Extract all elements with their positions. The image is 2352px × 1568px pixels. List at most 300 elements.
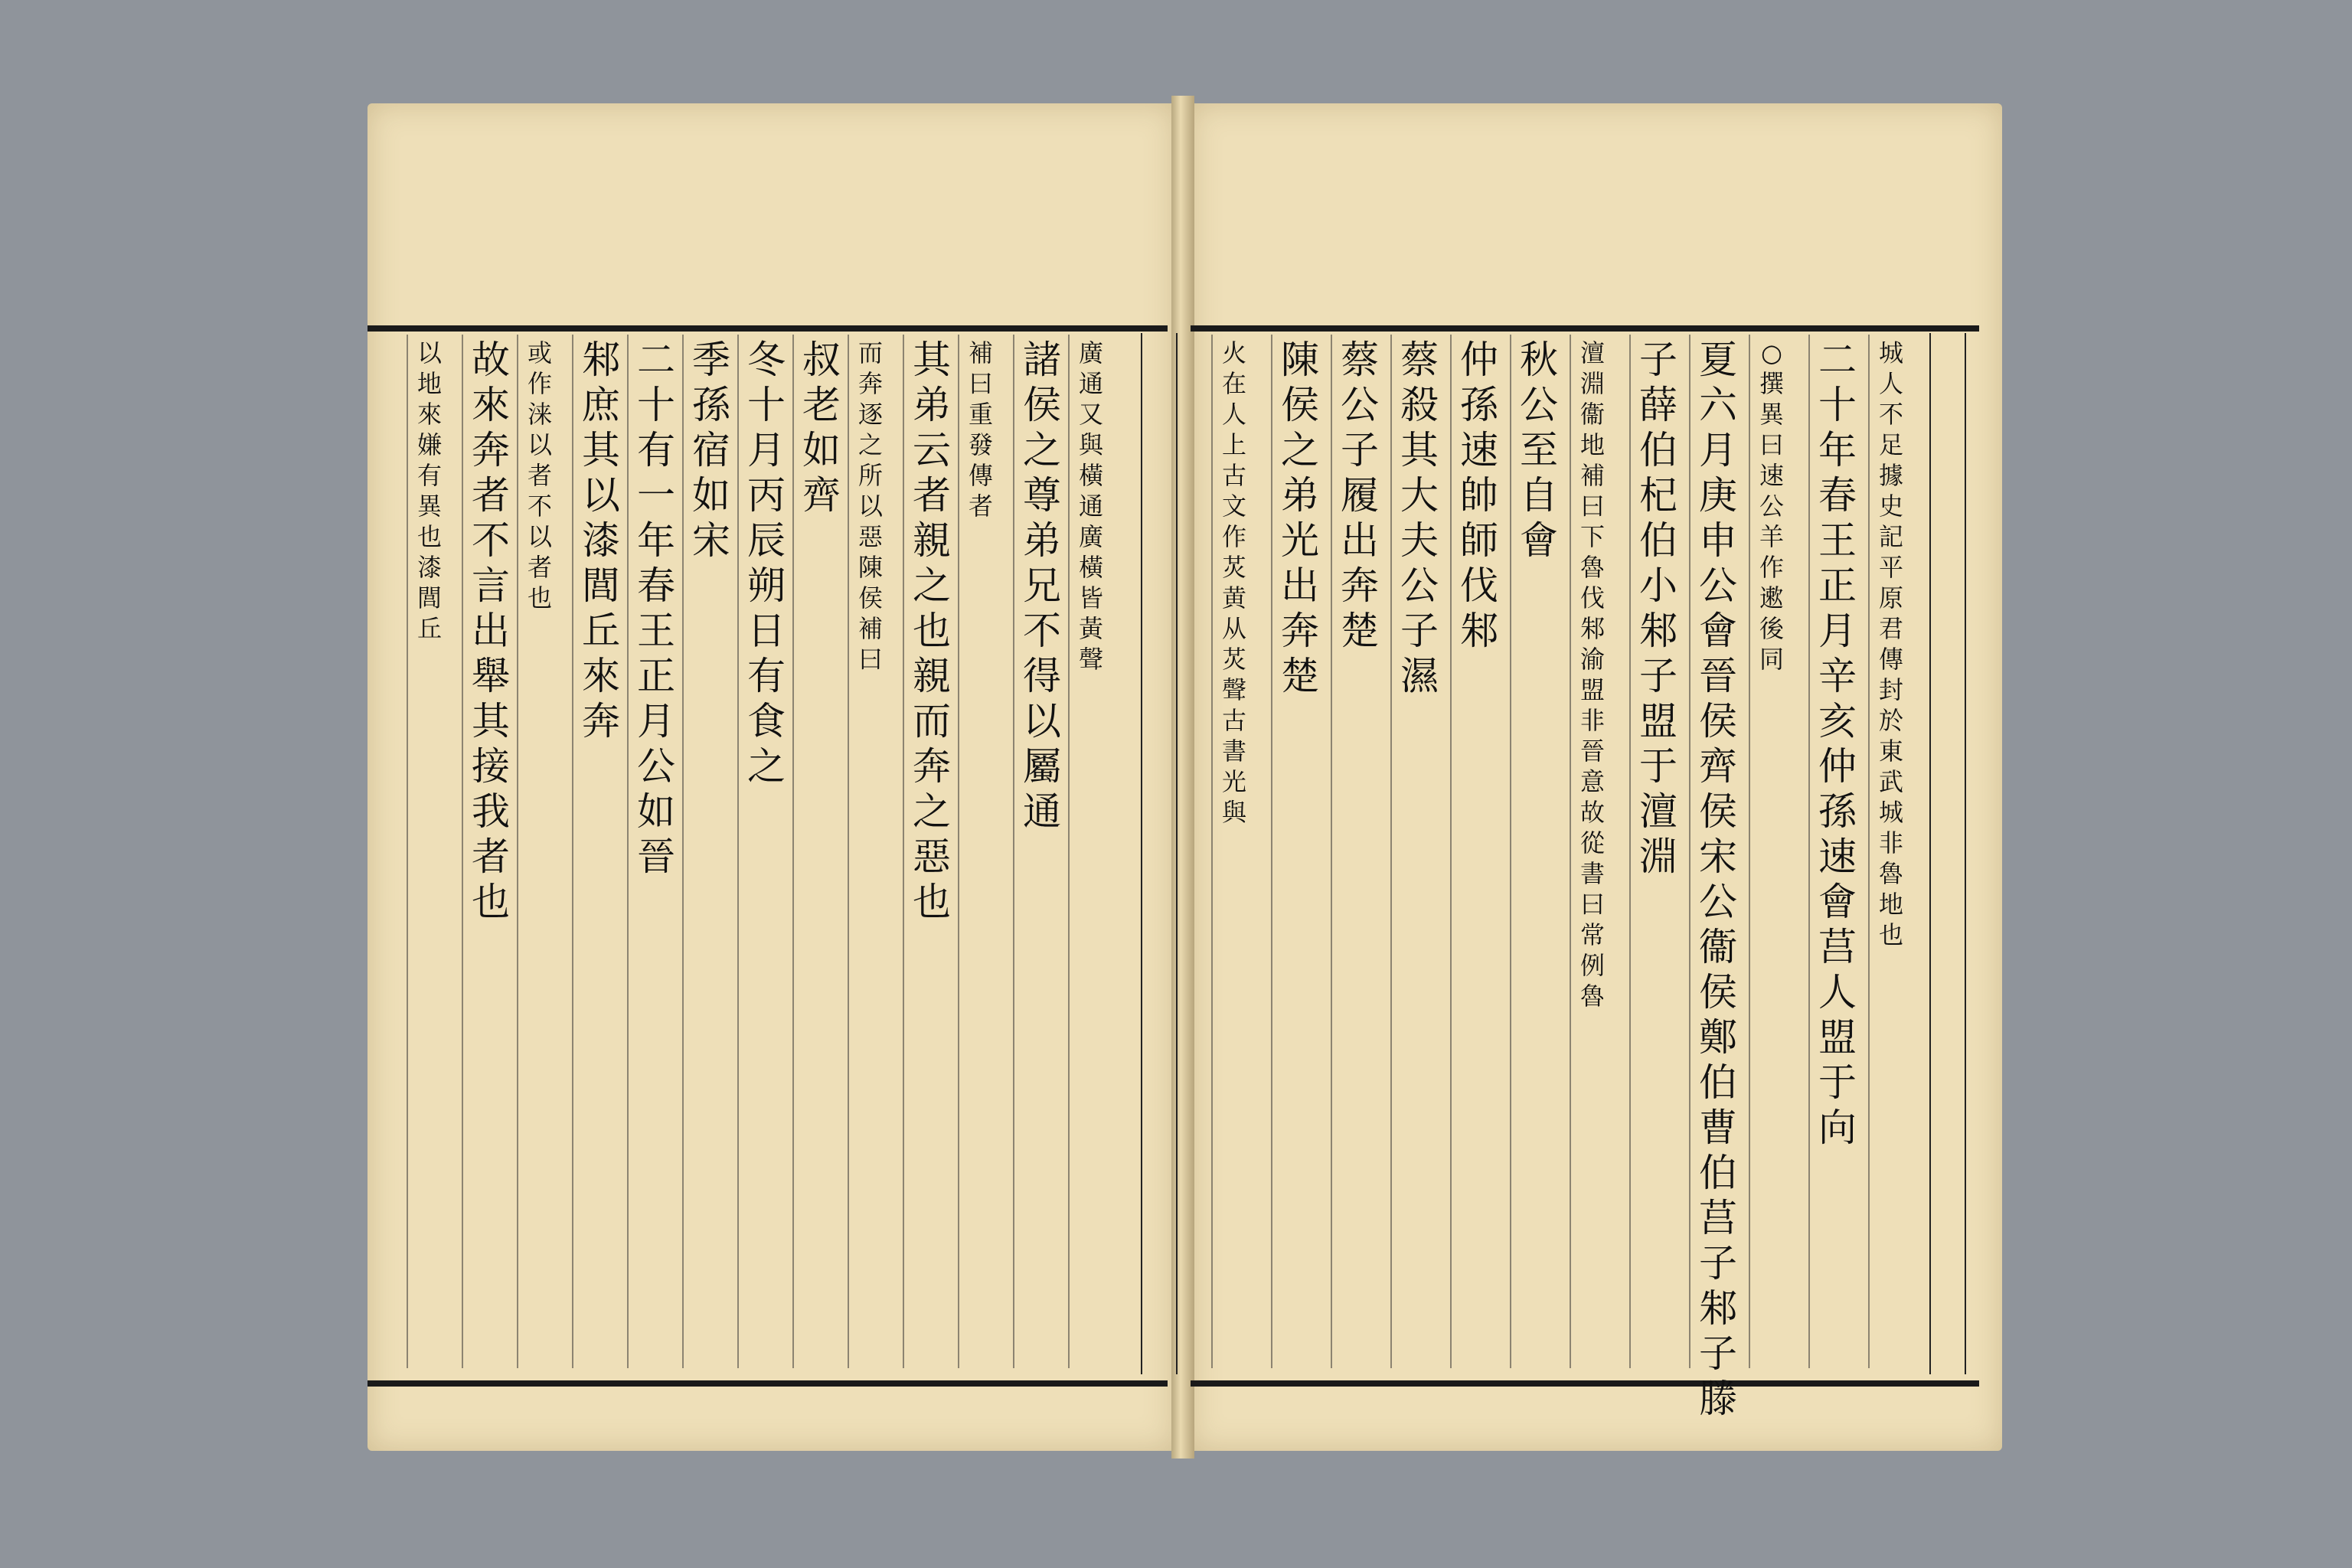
glyph: 廣 (1078, 522, 1103, 551)
glyph: 者 (472, 473, 510, 518)
glyph: 之 (747, 744, 786, 789)
glyph: 之 (1281, 428, 1319, 472)
glyph: 或 (527, 338, 552, 368)
glyph: 蔡 (1400, 338, 1439, 382)
glyph: 惡 (913, 835, 951, 879)
glyph: 十 (637, 383, 675, 427)
glyph: 王 (637, 609, 675, 653)
glyph: 通 (1078, 492, 1103, 521)
glyph: 年 (1818, 428, 1857, 472)
glyph: 文 (1221, 492, 1246, 521)
left-page-column-8 (635, 338, 678, 883)
right-page-column-4 (1637, 338, 1680, 883)
glyph: 伯 (1699, 1060, 1737, 1105)
glyph: 作 (1759, 553, 1784, 582)
left-page-column-rule (627, 335, 629, 1368)
glyph: 夏 (1699, 338, 1737, 382)
right-page-column-rule (1390, 335, 1392, 1368)
left-page-column-5 (800, 338, 843, 521)
glyph: 言 (472, 564, 510, 608)
glyph: 莒 (1818, 925, 1857, 969)
glyph: 盟 (1579, 675, 1605, 704)
glyph: 公 (637, 744, 675, 789)
glyph: 曰 (1759, 430, 1784, 459)
glyph: 魯 (1579, 982, 1605, 1011)
right-page-column-3 (1697, 338, 1740, 1425)
glyph: 涞 (527, 400, 552, 429)
glyph: 其 (582, 428, 620, 472)
glyph: 侯 (858, 583, 883, 612)
glyph: 者 (472, 835, 510, 879)
glyph: 邾 (1460, 609, 1498, 653)
glyph: 于 (1639, 744, 1677, 789)
glyph: 漆 (582, 518, 620, 563)
glyph: 廣 (1078, 338, 1103, 368)
right-page-column-2 (1756, 338, 1787, 678)
glyph: 炗 (1221, 645, 1246, 674)
glyph: 城 (1878, 338, 1903, 368)
glyph: 不 (527, 492, 552, 521)
left-page-column-9 (580, 338, 622, 747)
glyph: 宋 (692, 518, 730, 563)
glyph: 以 (416, 338, 442, 368)
glyph: 古 (1221, 461, 1246, 490)
glyph: 書 (1579, 859, 1605, 888)
glyph: 書 (1221, 737, 1246, 766)
glyph: 下 (1579, 522, 1605, 551)
glyph: 不 (1023, 609, 1061, 653)
glyph: 奔 (858, 369, 883, 398)
left-page-column-12 (414, 338, 445, 647)
glyph: 地 (416, 369, 442, 398)
glyph: 奔 (1341, 564, 1379, 608)
glyph: 宋 (1699, 835, 1737, 879)
glyph: 六 (1699, 383, 1737, 427)
left-page-column-1 (1021, 338, 1063, 838)
glyph: 光 (1221, 767, 1246, 796)
glyph: 正 (637, 654, 675, 698)
left-page-column-2 (965, 338, 996, 524)
glyph: 異 (416, 492, 442, 521)
glyph: 衞 (1579, 400, 1605, 429)
glyph: 嫌 (416, 430, 442, 459)
glyph: 尊 (1023, 473, 1061, 518)
glyph: 同 (1759, 645, 1784, 674)
glyph: 秋 (1520, 338, 1558, 382)
glyph: 食 (747, 699, 786, 743)
glyph: 出 (472, 609, 510, 653)
glyph: 侯 (1023, 383, 1061, 427)
glyph: 弟 (913, 383, 951, 427)
glyph: 月 (1699, 428, 1737, 472)
glyph: 諸 (1023, 338, 1061, 382)
left-page-folio (1141, 333, 1178, 1374)
glyph: 正 (1818, 564, 1857, 608)
glyph: 親 (913, 654, 951, 698)
glyph: 我 (472, 789, 510, 834)
glyph: 侯 (1699, 970, 1737, 1014)
glyph: 伯 (1639, 428, 1677, 472)
glyph: 發 (968, 430, 993, 459)
glyph: 記 (1878, 522, 1903, 551)
glyph: 月 (1818, 609, 1857, 653)
glyph: 从 (1221, 614, 1246, 643)
glyph: 二 (1818, 338, 1857, 382)
glyph: 會 (1699, 609, 1737, 653)
left-page-column-rule (958, 335, 959, 1368)
glyph: ○ (1761, 338, 1782, 368)
glyph: 人 (1221, 400, 1246, 429)
glyph: 陳 (1281, 338, 1319, 382)
glyph: 季 (692, 338, 730, 382)
left-page-column-7 (690, 338, 733, 567)
glyph: 惡 (858, 522, 883, 551)
glyph: 齊 (1699, 744, 1737, 789)
right-page-column-rule (1331, 335, 1332, 1368)
glyph: 濕 (1400, 654, 1439, 698)
glyph: 子 (1341, 428, 1379, 472)
glyph: 杞 (1639, 473, 1677, 518)
glyph: 伐 (1460, 564, 1498, 608)
glyph: 也 (527, 583, 552, 612)
glyph: 也 (1878, 920, 1903, 949)
glyph: 地 (1579, 430, 1605, 459)
glyph: 有 (416, 461, 442, 490)
left-page-column-rule (462, 335, 463, 1368)
glyph: 者 (968, 492, 993, 521)
glyph: 奔 (472, 428, 510, 472)
glyph: 補 (858, 614, 883, 643)
glyph: 二 (637, 338, 675, 382)
glyph: 封 (1878, 675, 1903, 704)
glyph: 弟 (1023, 518, 1061, 563)
glyph: 聲 (1078, 645, 1103, 674)
glyph: 丘 (582, 609, 620, 653)
left-page-column-rule (572, 335, 573, 1368)
glyph: 之 (858, 430, 883, 459)
glyph: 得 (1023, 654, 1061, 698)
glyph: 通 (1078, 369, 1103, 398)
glyph: 自 (1520, 473, 1558, 518)
right-page-column-6 (1517, 338, 1560, 567)
glyph: 奔 (913, 744, 951, 789)
glyph: 意 (1579, 767, 1605, 796)
glyph: 從 (1579, 828, 1605, 858)
glyph: 曰 (968, 369, 993, 398)
glyph: 晉 (1579, 737, 1605, 766)
right-page-column-11 (1219, 338, 1250, 831)
glyph: 親 (913, 518, 951, 563)
glyph: 來 (582, 654, 620, 698)
glyph: 其 (913, 338, 951, 382)
glyph: 城 (1878, 798, 1903, 827)
glyph: 漆 (416, 553, 442, 582)
glyph: 足 (1878, 430, 1903, 459)
glyph: 也 (472, 880, 510, 924)
glyph: 亥 (1818, 699, 1857, 743)
left-page-column-3 (910, 338, 953, 928)
glyph: 來 (416, 400, 442, 429)
glyph: 常 (1579, 920, 1605, 949)
glyph: 兄 (1023, 564, 1061, 608)
glyph: 以 (527, 430, 552, 459)
glyph: 古 (1221, 706, 1246, 735)
glyph: 孫 (1818, 789, 1857, 834)
glyph: 以 (527, 522, 552, 551)
glyph: 春 (637, 564, 675, 608)
glyph: 邾 (582, 338, 620, 382)
right-page-column-5 (1577, 338, 1608, 1014)
glyph: 而 (858, 338, 883, 368)
glyph: 侯 (1699, 699, 1737, 743)
glyph: 侯 (1699, 789, 1737, 834)
glyph: 舉 (472, 654, 510, 698)
glyph: 與 (1078, 430, 1103, 459)
glyph: 人 (1878, 369, 1903, 398)
right-page-column-rule (1808, 335, 1810, 1368)
glyph: 逐 (858, 400, 883, 429)
glyph: 君 (1878, 614, 1903, 643)
glyph: 也 (416, 522, 442, 551)
glyph: 蔡 (1341, 338, 1379, 382)
glyph: 王 (1818, 518, 1857, 563)
glyph: 盟 (1639, 699, 1677, 743)
glyph: 子 (1639, 338, 1677, 382)
glyph: 子 (1699, 1241, 1737, 1285)
glyph: 晉 (637, 835, 675, 879)
left-page-column-rule (682, 335, 684, 1368)
glyph: 武 (1878, 767, 1903, 796)
left-page-column-0 (1076, 338, 1106, 678)
glyph: 云 (913, 428, 951, 472)
glyph: 速 (1460, 428, 1498, 472)
glyph: 來 (472, 383, 510, 427)
glyph: 補 (968, 338, 993, 368)
glyph: 重 (968, 400, 993, 429)
glyph: 史 (1878, 492, 1903, 521)
glyph: 作 (1221, 522, 1246, 551)
left-page-column-rule (1013, 335, 1014, 1368)
glyph: 遬 (1759, 583, 1784, 612)
glyph: 東 (1878, 737, 1903, 766)
glyph: 出 (1341, 518, 1379, 563)
glyph: 年 (637, 518, 675, 563)
glyph: 大 (1400, 473, 1439, 518)
glyph: 魯 (1878, 859, 1903, 888)
glyph: 曰 (1579, 890, 1605, 919)
glyph: 不 (1878, 400, 1903, 429)
right-page-folio (1929, 333, 1966, 1374)
right-page-column-rule (1629, 335, 1631, 1368)
glyph: 於 (1878, 706, 1903, 735)
glyph: 夫 (1400, 518, 1439, 563)
right-page-column-rule (1570, 335, 1571, 1368)
glyph: 向 (1818, 1106, 1857, 1150)
right-page-column-7 (1458, 338, 1501, 657)
glyph: 作 (527, 369, 552, 398)
glyph: 以 (582, 473, 620, 518)
glyph: 閭 (582, 564, 620, 608)
glyph: 而 (913, 699, 951, 743)
glyph: 者 (527, 553, 552, 582)
glyph: 叔 (802, 338, 841, 382)
glyph: 伯 (1639, 518, 1677, 563)
glyph: 老 (802, 383, 841, 427)
glyph: 異 (1759, 400, 1784, 429)
glyph: 速 (1818, 835, 1857, 879)
glyph: 冬 (747, 338, 786, 382)
right-page-column-0 (1876, 338, 1906, 953)
glyph: 也 (913, 880, 951, 924)
glyph: 楚 (1281, 654, 1319, 698)
glyph: 如 (637, 789, 675, 834)
glyph: 月 (747, 428, 786, 472)
glyph: 淵 (1579, 369, 1605, 398)
glyph: 于 (1818, 1060, 1857, 1105)
glyph: 速 (1759, 461, 1784, 490)
glyph: 辰 (747, 518, 786, 563)
left-page-column-11 (469, 338, 512, 928)
glyph: 原 (1878, 583, 1903, 612)
left-page-column-rule (517, 335, 518, 1368)
glyph: 晉 (1699, 654, 1737, 698)
glyph: 之 (1023, 428, 1061, 472)
glyph: 淵 (1639, 835, 1677, 879)
glyph: 十 (747, 383, 786, 427)
glyph: 至 (1520, 428, 1558, 472)
glyph: 其 (1400, 428, 1439, 472)
glyph: 齊 (802, 473, 841, 518)
glyph: 辛 (1818, 654, 1857, 698)
glyph: 子 (1400, 609, 1439, 653)
open-book (360, 73, 2006, 1474)
glyph: 傳 (968, 461, 993, 490)
glyph: 皆 (1078, 583, 1103, 612)
glyph: 宿 (692, 428, 730, 472)
left-page-column-rule (903, 335, 904, 1368)
left-page-column-rule (792, 335, 794, 1368)
glyph: 春 (1818, 473, 1857, 518)
glyph: 在 (1221, 369, 1246, 398)
glyph: 其 (472, 699, 510, 743)
glyph: 申 (1699, 518, 1737, 563)
glyph: 奔 (582, 699, 620, 743)
glyph: 孫 (692, 383, 730, 427)
glyph: 黃 (1078, 614, 1103, 643)
glyph: 邾 (1579, 614, 1605, 643)
glyph: 侯 (1281, 383, 1319, 427)
glyph: 公 (1341, 383, 1379, 427)
glyph: 會 (1520, 518, 1558, 563)
glyph: 師 (1460, 518, 1498, 563)
glyph: 者 (527, 461, 552, 490)
glyph: 滕 (1699, 1377, 1737, 1421)
glyph: 也 (913, 609, 951, 653)
glyph: 公 (1699, 880, 1737, 924)
glyph: 公 (1400, 564, 1439, 608)
left-page-column-rule (1068, 335, 1070, 1368)
glyph: 伐 (1579, 583, 1605, 612)
glyph: 與 (1221, 798, 1246, 827)
left-page-column-10 (524, 338, 555, 616)
right-page-column-rule (1271, 335, 1272, 1368)
glyph: 之 (913, 789, 951, 834)
left-page-column-rule (848, 335, 849, 1368)
left-page-column-4 (855, 338, 886, 678)
glyph: 如 (692, 473, 730, 518)
glyph: 曰 (858, 645, 883, 674)
glyph: 弟 (1281, 473, 1319, 518)
glyph: 子 (1639, 654, 1677, 698)
glyph: 庚 (1699, 473, 1737, 518)
glyph: 曹 (1699, 1106, 1737, 1150)
glyph: 曰 (1579, 492, 1605, 521)
glyph: 不 (472, 518, 510, 563)
glyph: 丙 (747, 473, 786, 518)
glyph: 薛 (1639, 383, 1677, 427)
glyph: 平 (1878, 553, 1903, 582)
glyph: 故 (472, 338, 510, 382)
left-page-column-rule (407, 335, 408, 1368)
glyph: 屬 (1023, 744, 1061, 789)
glyph: 莒 (1699, 1196, 1737, 1240)
glyph: 小 (1639, 564, 1677, 608)
glyph: 公 (1699, 564, 1737, 608)
glyph: 盟 (1818, 1015, 1857, 1060)
glyph: 陳 (858, 553, 883, 582)
glyph: 楚 (1341, 609, 1379, 653)
glyph: 人 (1818, 970, 1857, 1014)
glyph: 澶 (1639, 789, 1677, 834)
glyph: 通 (1023, 789, 1061, 834)
glyph: 上 (1221, 430, 1246, 459)
glyph: 履 (1341, 473, 1379, 518)
glyph: 如 (802, 428, 841, 472)
glyph: 殺 (1400, 383, 1439, 427)
glyph: 所 (858, 461, 883, 490)
glyph: 故 (1579, 798, 1605, 827)
glyph: 邾 (1699, 1286, 1737, 1331)
glyph: 伯 (1699, 1151, 1737, 1195)
glyph: 公 (1520, 383, 1558, 427)
glyph: 有 (747, 654, 786, 698)
right-page-column-rule (1510, 335, 1511, 1368)
glyph: 魯 (1579, 553, 1605, 582)
glyph: 火 (1221, 338, 1246, 368)
right-page-column-9 (1338, 338, 1381, 657)
glyph: 以 (858, 492, 883, 521)
right-page-column-rule (1689, 335, 1690, 1368)
right-page-column-rule (1749, 335, 1750, 1368)
glyph: 仲 (1460, 338, 1498, 382)
glyph: 炗 (1221, 553, 1246, 582)
glyph: 月 (637, 699, 675, 743)
glyph: 撰 (1759, 369, 1784, 398)
right-page-column-rule (1868, 335, 1870, 1368)
glyph: 衞 (1699, 925, 1737, 969)
glyph: 黄 (1221, 583, 1246, 612)
glyph: 非 (1579, 706, 1605, 735)
glyph: 孫 (1460, 383, 1498, 427)
glyph: 澶 (1579, 338, 1605, 368)
glyph: 閭 (416, 583, 442, 612)
glyph: 十 (1818, 383, 1857, 427)
glyph: 子 (1699, 1331, 1737, 1376)
glyph: 橫 (1078, 553, 1103, 582)
right-page-column-rule (1450, 335, 1452, 1368)
right-page-column-1 (1816, 338, 1859, 1154)
glyph: 接 (472, 744, 510, 789)
